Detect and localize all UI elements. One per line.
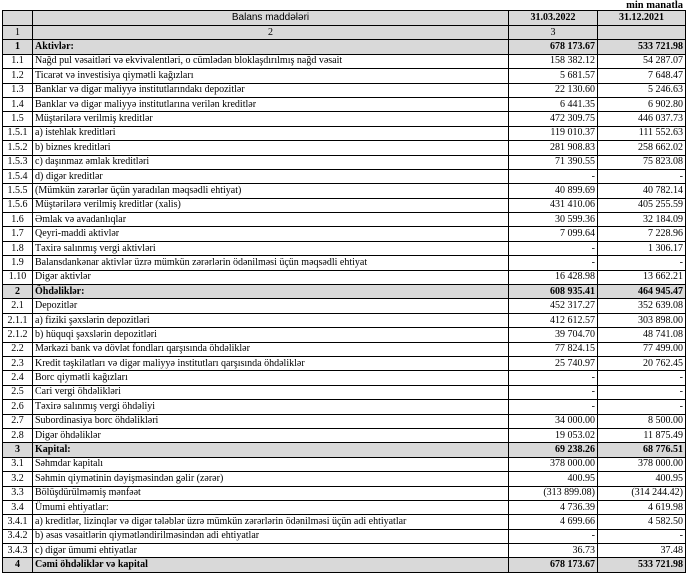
- row-value-31-12-2021: 7 228.96: [598, 227, 686, 241]
- row-value-31-12-2021: 48 741.08: [598, 328, 686, 342]
- row-label: a) istehlak kreditləri: [33, 126, 509, 140]
- header-date-1: 31.03.2022: [509, 11, 598, 26]
- table-row: [3, 385, 686, 399]
- row-label: Aktivlər:: [33, 40, 509, 54]
- row-value-31-03-2022: 7 099.64: [509, 227, 598, 241]
- row-label: Bölüşdürülməmiş mənfəət: [33, 486, 509, 500]
- table-row: [3, 83, 686, 97]
- row-value-31-03-2022: 22 130.60: [509, 83, 598, 97]
- row-number: 2.1: [3, 299, 33, 313]
- row-value-31-03-2022: 281 908.83: [509, 141, 598, 155]
- table-row: [3, 500, 686, 514]
- row-value-31-03-2022: 678 173.67: [509, 558, 598, 572]
- table-row: [3, 141, 686, 155]
- row-value-31-03-2022: 71 390.55: [509, 155, 598, 169]
- row-value-31-12-2021: 111 552.63: [598, 126, 686, 140]
- row-label: Səhmin qiymətinin dəyişməsindən gəlir (zərər): [33, 472, 509, 486]
- row-label: Əmlak və avadanlıqlar: [33, 213, 509, 227]
- table-row: [3, 486, 686, 500]
- row-number: 3.4.2: [3, 529, 33, 543]
- row-number: 1.7: [3, 227, 33, 241]
- table-row: [3, 126, 686, 140]
- table-row: [3, 414, 686, 428]
- table-row: [3, 313, 686, 327]
- row-label: Təxirə salınmış vergi aktivləri: [33, 241, 509, 255]
- row-label: Nağd pul vəsaitləri və ekvivalentləri, o cümlədən bloklaşdırılmış nağd vəsait: [33, 54, 509, 68]
- row-number: 3: [3, 443, 33, 457]
- row-value-31-03-2022: 39 704.70: [509, 328, 598, 342]
- table-row: [3, 227, 686, 241]
- row-number: 2.5: [3, 385, 33, 399]
- row-value-31-12-2021: (314 244.42): [598, 486, 686, 500]
- row-value-31-03-2022: 678 173.67: [509, 40, 598, 54]
- row-value-31-03-2022: 19 053.02: [509, 428, 598, 442]
- row-label: Kredit təşkilatları və digər maliyyə institutları qarşısında öhdəliklər: [33, 356, 509, 370]
- row-label: Öhdəliklər:: [33, 285, 509, 299]
- table-row: [3, 457, 686, 471]
- row-label: Depozitlər: [33, 299, 509, 313]
- table-row: [3, 213, 686, 227]
- table-row: [3, 256, 686, 270]
- row-value-31-03-2022: 400.95: [509, 472, 598, 486]
- table-row: [3, 198, 686, 212]
- table-row: [3, 97, 686, 111]
- column-index-3: 3: [509, 26, 598, 40]
- table-row: [3, 472, 686, 486]
- table-row: [3, 529, 686, 543]
- row-number: 1.4: [3, 97, 33, 111]
- row-value-31-12-2021: 4 582.50: [598, 515, 686, 529]
- row-value-31-12-2021: 5 246.63: [598, 83, 686, 97]
- row-label: Səhmdar kapitalı: [33, 457, 509, 471]
- row-number: 1.2: [3, 69, 33, 83]
- row-label: c) digər ümumi ehtiyatlar: [33, 544, 509, 558]
- row-value-31-12-2021: 533 721.98: [598, 558, 686, 572]
- row-label: Banklar və digər maliyyə institutlarındakı depozitlər: [33, 83, 509, 97]
- row-number: 2.1.1: [3, 313, 33, 327]
- row-label: Banklar və digər maliyyə institutlarına verilən kreditlər: [33, 97, 509, 111]
- row-value-31-03-2022: 30 599.36: [509, 213, 598, 227]
- row-label: Təxirə salınmış vergi öhdəliyi: [33, 400, 509, 414]
- table-row: [3, 428, 686, 442]
- row-number: 2: [3, 285, 33, 299]
- table-row: [3, 400, 686, 414]
- row-value-31-12-2021: 352 639.08: [598, 299, 686, 313]
- row-number: 3.3: [3, 486, 33, 500]
- row-number: 1.5.2: [3, 141, 33, 155]
- table-row: [3, 356, 686, 370]
- row-value-31-03-2022: 69 238.26: [509, 443, 598, 457]
- table-row: [3, 112, 686, 126]
- table-row: [3, 371, 686, 385]
- row-value-31-03-2022: 472 309.75: [509, 112, 598, 126]
- row-number: 3.4.3: [3, 544, 33, 558]
- row-number: 3.2: [3, 472, 33, 486]
- row-value-31-03-2022: 4 699.66: [509, 515, 598, 529]
- row-value-31-12-2021: 6 902.80: [598, 97, 686, 111]
- header-title: Balans maddələri: [33, 11, 509, 26]
- balance-sheet-body: [3, 11, 686, 573]
- row-label: Müştərilərə verilmiş kreditlər: [33, 112, 509, 126]
- row-value-31-03-2022: 5 681.57: [509, 69, 598, 83]
- row-value-31-03-2022: 431 410.06: [509, 198, 598, 212]
- total-row: [3, 558, 686, 572]
- row-label: Mərkəzi bank və dövlət fondları qarşısında öhdəliklər: [33, 342, 509, 356]
- table-row: [3, 270, 686, 284]
- row-value-31-03-2022: -: [509, 400, 598, 414]
- header-row: [3, 11, 686, 26]
- row-label: Ticarət və investisiya qiymətli kağızları: [33, 69, 509, 83]
- row-value-31-12-2021: 32 184.09: [598, 213, 686, 227]
- row-number: 1.6: [3, 213, 33, 227]
- row-number: 1.5.3: [3, 155, 33, 169]
- row-number: 2.4: [3, 371, 33, 385]
- header-number-cell: [3, 11, 33, 26]
- row-value-31-12-2021: 54 287.07: [598, 54, 686, 68]
- row-label: c) daşınmaz əmlak kreditləri: [33, 155, 509, 169]
- row-number: 1.9: [3, 256, 33, 270]
- row-value-31-03-2022: -: [509, 385, 598, 399]
- section-row: [3, 443, 686, 457]
- row-value-31-12-2021: -: [598, 400, 686, 414]
- row-value-31-03-2022: 608 935.41: [509, 285, 598, 299]
- table-row: [3, 342, 686, 356]
- row-number: 3.1: [3, 457, 33, 471]
- row-number: 1.5.6: [3, 198, 33, 212]
- row-label: b) əsas vəsaitlərin qiymətləndirilməsindən adi ehtiyatlar: [33, 529, 509, 543]
- table-row: [3, 54, 686, 68]
- row-label: d) digər kreditlər: [33, 169, 509, 183]
- balance-sheet-table: [2, 10, 686, 573]
- row-number: 2.6: [3, 400, 33, 414]
- row-value-31-03-2022: 378 000.00: [509, 457, 598, 471]
- row-value-31-12-2021: -: [598, 256, 686, 270]
- table-row: [3, 155, 686, 169]
- row-label: Cəmi öhdəliklər və kapital: [33, 558, 509, 572]
- table-row: [3, 69, 686, 83]
- row-value-31-03-2022: (313 899.08): [509, 486, 598, 500]
- row-value-31-03-2022: 77 824.15: [509, 342, 598, 356]
- table-row: [3, 328, 686, 342]
- row-number: 2.2: [3, 342, 33, 356]
- row-value-31-12-2021: 1 306.17: [598, 241, 686, 255]
- row-value-31-12-2021: 8 500.00: [598, 414, 686, 428]
- row-value-31-12-2021: 4 619.98: [598, 500, 686, 514]
- row-value-31-12-2021: -: [598, 169, 686, 183]
- row-value-31-03-2022: -: [509, 241, 598, 255]
- row-label: Balansdankənar aktivlər üzrə mümkün zərərlərin ödənilməsi üçün məqsədli ehtiyat: [33, 256, 509, 270]
- row-value-31-03-2022: 36.73: [509, 544, 598, 558]
- row-value-31-12-2021: 446 037.73: [598, 112, 686, 126]
- section-row: [3, 40, 686, 54]
- row-value-31-03-2022: -: [509, 529, 598, 543]
- column-index-2: 2: [33, 26, 509, 40]
- table-row: [3, 241, 686, 255]
- row-label: Müştərilərə verilmiş kreditlər (xalis): [33, 198, 509, 212]
- row-value-31-12-2021: 77 499.00: [598, 342, 686, 356]
- unit-label: min manatla: [626, 0, 683, 11]
- row-value-31-12-2021: 378 000.00: [598, 457, 686, 471]
- row-value-31-12-2021: 405 255.59: [598, 198, 686, 212]
- row-value-31-12-2021: 533 721.98: [598, 40, 686, 54]
- row-number: 2.1.2: [3, 328, 33, 342]
- row-label: a) kreditlər, lizinqlər və digər tələblər üzrə mümkün zərərlərin ödənilməsi üçün adi ehtiyatlar: [33, 515, 509, 529]
- row-value-31-03-2022: -: [509, 256, 598, 270]
- row-label: a) fiziki şəxslərin depozitləri: [33, 313, 509, 327]
- row-label: Subordinasiya borc öhdəlikləri: [33, 414, 509, 428]
- row-value-31-12-2021: 40 782.14: [598, 184, 686, 198]
- row-value-31-03-2022: 34 000.00: [509, 414, 598, 428]
- row-value-31-12-2021: 75 823.08: [598, 155, 686, 169]
- table-row: [3, 184, 686, 198]
- row-number: 1: [3, 40, 33, 54]
- row-value-31-12-2021: -: [598, 385, 686, 399]
- row-value-31-12-2021: 20 762.45: [598, 356, 686, 370]
- row-value-31-03-2022: 4 736.39: [509, 500, 598, 514]
- row-value-31-03-2022: 40 899.69: [509, 184, 598, 198]
- row-label: Borc qiymətli kağızları: [33, 371, 509, 385]
- row-label: b) hüquqi şəxslərin depozitləri: [33, 328, 509, 342]
- row-value-31-12-2021: 13 662.21: [598, 270, 686, 284]
- row-label: Digər öhdəliklər: [33, 428, 509, 442]
- row-value-31-03-2022: 158 382.12: [509, 54, 598, 68]
- table-row: [3, 169, 686, 183]
- header-date-2: 31.12.2021: [598, 11, 686, 26]
- row-label: Ümumi ehtiyatlar:: [33, 500, 509, 514]
- row-value-31-03-2022: 119 010.37: [509, 126, 598, 140]
- row-number: 1.5.1: [3, 126, 33, 140]
- row-value-31-12-2021: 400.95: [598, 472, 686, 486]
- row-label: b) biznes kreditləri: [33, 141, 509, 155]
- row-value-31-12-2021: -: [598, 529, 686, 543]
- row-number: 2.3: [3, 356, 33, 370]
- row-number: 3.4.1: [3, 515, 33, 529]
- column-index-row: [3, 26, 686, 40]
- row-value-31-12-2021: 37.48: [598, 544, 686, 558]
- row-number: 1.8: [3, 241, 33, 255]
- table-row: [3, 299, 686, 313]
- row-value-31-03-2022: 16 428.98: [509, 270, 598, 284]
- row-number: 2.8: [3, 428, 33, 442]
- row-value-31-12-2021: 464 945.47: [598, 285, 686, 299]
- row-value-31-03-2022: -: [509, 169, 598, 183]
- row-number: 1.5: [3, 112, 33, 126]
- row-number: 1.1: [3, 54, 33, 68]
- column-index-empty: [598, 26, 686, 40]
- row-number: 2.7: [3, 414, 33, 428]
- row-label: (Mümkün zərərlər üçün yaradılan məqsədli ehtiyat): [33, 184, 509, 198]
- row-value-31-12-2021: 258 662.02: [598, 141, 686, 155]
- table-row: [3, 544, 686, 558]
- row-value-31-12-2021: 68 776.51: [598, 443, 686, 457]
- row-value-31-03-2022: 25 740.97: [509, 356, 598, 370]
- row-label: Cari vergi öhdəlikləri: [33, 385, 509, 399]
- row-value-31-03-2022: 412 612.57: [509, 313, 598, 327]
- table-row: [3, 515, 686, 529]
- row-number: 3.4: [3, 500, 33, 514]
- row-number: 1.3: [3, 83, 33, 97]
- row-number: 1.5.4: [3, 169, 33, 183]
- row-value-31-03-2022: -: [509, 371, 598, 385]
- row-value-31-12-2021: 11 875.49: [598, 428, 686, 442]
- row-value-31-12-2021: -: [598, 371, 686, 385]
- row-number: 4: [3, 558, 33, 572]
- row-label: Qeyri-maddi aktivlər: [33, 227, 509, 241]
- row-label: Kapital:: [33, 443, 509, 457]
- row-value-31-12-2021: 7 648.47: [598, 69, 686, 83]
- row-value-31-03-2022: 452 317.27: [509, 299, 598, 313]
- row-number: 1.5.5: [3, 184, 33, 198]
- row-value-31-12-2021: 303 898.00: [598, 313, 686, 327]
- section-row: [3, 285, 686, 299]
- row-number: 1.10: [3, 270, 33, 284]
- row-value-31-03-2022: 6 441.35: [509, 97, 598, 111]
- column-index-1: 1: [3, 26, 33, 40]
- row-label: Digər aktivlər: [33, 270, 509, 284]
